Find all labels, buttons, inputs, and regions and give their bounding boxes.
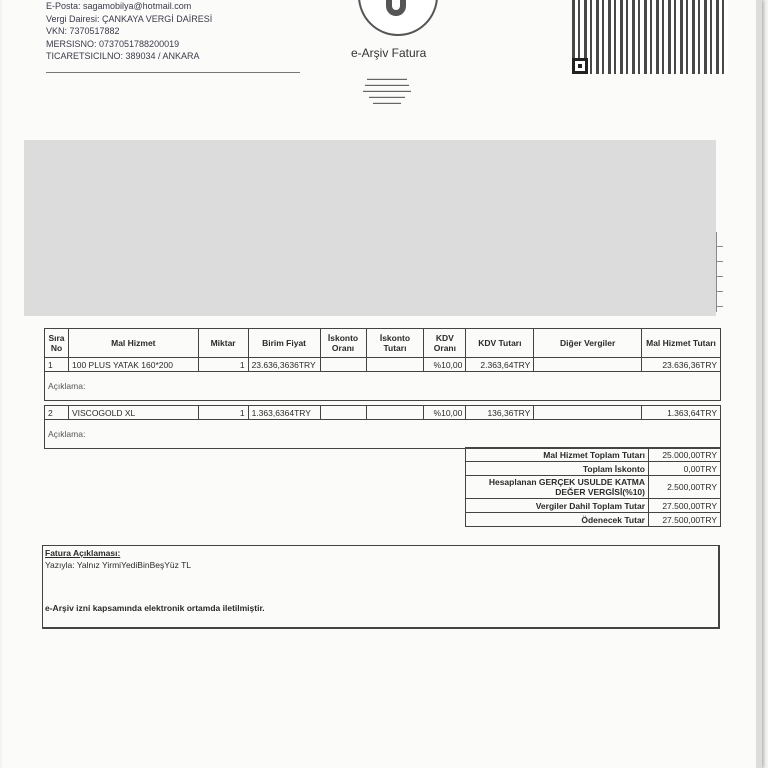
col-total: Mal Hizmet Tutarı [642,329,721,358]
table-edge-lines [716,232,723,312]
totals-value: 0,00TRY [649,462,721,476]
row-total: 1.363,64TRY [642,406,721,420]
totals-value: 27.500,00TRY [649,499,721,513]
totals-label: Hesaplanan GERÇEK USULDE KATMA DEĞER VERGİSİ(%10) [466,476,649,499]
sender-mersis: MERSISNO: 0737051788200019 [46,38,180,49]
redacted-area [24,140,716,316]
official-seal-stamp: ▬▬▬▬▬▬▬▬▬▬ ▬▬▬▬▬▬▬▬▬▬▬ ▬▬▬▬▬▬▬▬▬▬▬▬ ▬▬▬▬▬▬▬▬▬ ▬▬▬▬▬▬▬ [363,76,411,105]
totals-value: 2.500,00TRY [649,476,721,499]
table-row-note [45,420,721,449]
row-vat-rate: %10,00 [424,358,466,372]
qr-finder-icon [572,58,588,74]
row-disc-rate [320,406,366,420]
row-unit-price: 1.363,6364TRY [248,406,320,420]
totals-row [466,499,721,513]
totals-value: 27.500,00TRY [649,513,721,527]
row-item: VISCOGOLD XL [68,406,198,420]
amount-in-words: Yazıyla: Yalnız YirmiYediBinBeşYüz TL [45,560,191,570]
table-row-note [45,372,721,401]
sender-trade-registry: TICARETSICILNO: 389034 / ANKARA [46,51,200,61]
col-disc-amount: İskonto Tutarı [366,329,424,358]
sender-divider [46,72,300,73]
row-no: 1 [45,358,69,372]
e-archive-footer: e-Arşiv izni kapsamında elektronik ortamda iletilmiştir. [45,603,265,613]
notes-heading: Fatura Açıklaması: [45,548,121,558]
totals-label: Vergiler Dahil Toplam Tutar [466,499,649,513]
table-row [45,406,721,420]
qr-code [572,0,728,74]
sender-tax-office: Vergi Dairesi: ÇANKAYA VERGİ DAİRESİ [46,13,213,24]
row-other-taxes [534,406,642,420]
totals-table [465,447,721,527]
col-other-taxes: Diğer Vergiler [534,329,642,358]
items-header-row [45,329,721,358]
row-vat-amount: 2.363,64TRY [466,358,534,372]
row-qty: 1 [198,358,248,372]
col-disc-rate: İskonto Oranı [320,329,366,358]
row-no: 2 [45,406,69,420]
totals-label: Mal Hizmet Toplam Tutarı [466,448,649,462]
row-vat-rate: %10,00 [424,406,466,420]
totals-row [466,513,721,527]
row-disc-amount [366,406,424,420]
logo-mark-icon [386,0,406,16]
totals-row [466,476,721,499]
sender-info [46,0,212,63]
row-note-label: Açıklama: [45,420,721,449]
sender-vkn: VKN: 7370517882 [46,26,120,36]
table-row [45,358,721,372]
invoice-page [2,0,762,768]
invoice-notes [42,545,720,629]
sender-email: E-Posta: sagamobilya@hotmail.com [46,1,192,11]
col-vat-rate: KDV Oranı [424,329,466,358]
items-table [44,328,721,449]
row-vat-amount: 136,36TRY [466,406,534,420]
totals-label: Toplam İskonto [466,462,649,476]
col-item: Mal Hizmet [68,329,198,358]
col-unit-price: Birim Fiyat [248,329,320,358]
totals-row [466,448,721,462]
col-vat-amount: KDV Tutarı [466,329,534,358]
totals-label: Ödenecek Tutar [466,513,649,527]
row-note-label: Açıklama: [45,372,721,401]
row-total: 23.636,36TRY [642,358,721,372]
totals-row [466,462,721,476]
row-disc-amount [366,358,424,372]
row-disc-rate [320,358,366,372]
document-title: e-Arşiv Fatura [351,46,427,60]
row-qty: 1 [198,406,248,420]
gib-logo [358,0,438,36]
col-qty: Miktar [198,329,248,358]
row-unit-price: 23.636,3636TRY [248,358,320,372]
row-item: 100 PLUS YATAK 160*200 [68,358,198,372]
row-other-taxes [534,358,642,372]
totals-value: 25.000,00TRY [649,448,721,462]
col-no: Sıra No [45,329,69,358]
page-edge-shadow [756,0,762,768]
